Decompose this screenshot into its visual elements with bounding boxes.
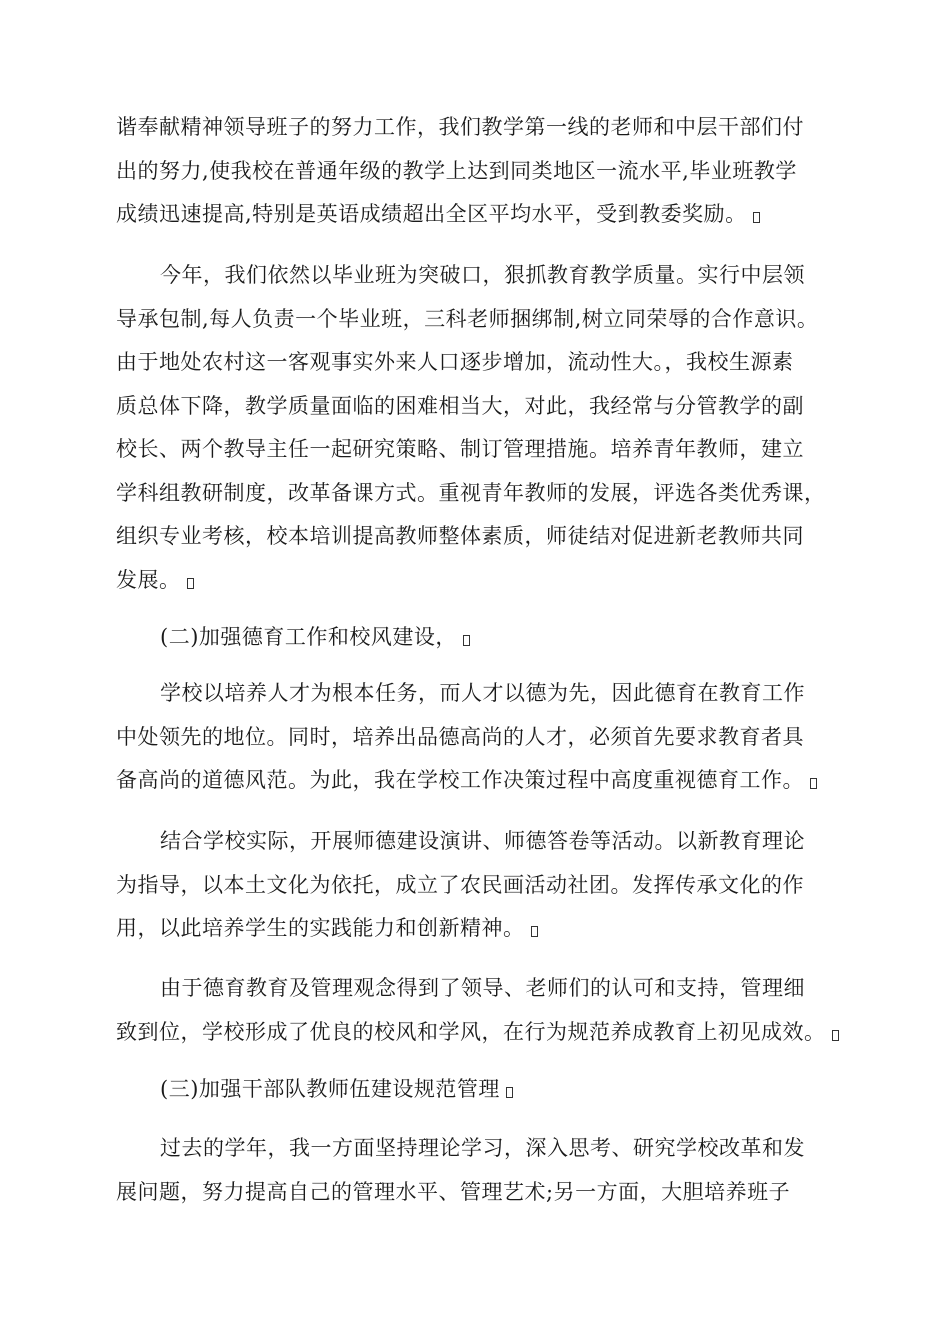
paragraph-1 xyxy=(116,106,834,237)
paragraph-mark-icon xyxy=(531,926,538,937)
paragraph-2 xyxy=(116,254,834,602)
paragraph-2-line-2: 导承包制,每人负责一个毕业班，三科老师捆绑制,树立同荣辱的合作意识。 xyxy=(116,306,819,331)
section-heading-2-text: (二)加强德育工作和校风建设， xyxy=(160,625,457,649)
paragraph-4-line-3 xyxy=(116,907,834,951)
paragraph-6-line-1: 过去的学年，我一方面坚持理论学习，深入思考、研究学校改革和发 xyxy=(160,1136,805,1160)
paragraph-3-line-3 xyxy=(116,759,834,803)
section-heading-2 xyxy=(160,616,470,660)
paragraph-6 xyxy=(116,1127,834,1214)
paragraph-5-line-2-text: 致到位，学校形成了优良的校风和学风，在行为规范养成教育上初见成效。 xyxy=(116,1019,826,1044)
paragraph-4-line-1: 结合学校实际，开展师德建设演讲、师德答卷等活动。以新教育理论 xyxy=(160,829,805,853)
paragraph-mark-icon xyxy=(506,1087,513,1098)
paragraph-2-line-1: 今年，我们依然以毕业班为突破口，狠抓教育教学质量。实行中层领 xyxy=(160,263,805,287)
paragraph-mark-icon xyxy=(810,778,817,789)
paragraph-3-line-2: 中处领先的地位。同时，培养出品德高尚的人才，必须首先要求教育者具 xyxy=(116,724,804,749)
paragraph-4-line-3-text: 用，以此培养学生的实践能力和创新精神。 xyxy=(116,916,525,940)
paragraph-2-line-3: 由于地处农村这一客观事实外来人口逐步增加，流动性大。，我校生源素 xyxy=(116,350,794,374)
paragraph-1-line-3-text: 成绩迅速提高,特别是英语成绩超出全区平均水平，受到教委奖励。 xyxy=(116,202,747,226)
paragraph-mark-icon xyxy=(187,578,194,589)
paragraph-4-line-2: 为指导，以本土文化为依托，成立了农民画活动社团。发挥传承文化的作 xyxy=(116,872,804,897)
paragraph-2-line-7: 组织专业考核，校本培训提高教师整体素质，师徒结对促进新老教师共同 xyxy=(116,524,804,548)
paragraph-3-line-3-text: 备高尚的道德风范。为此，我在学校工作决策过程中高度重视德育工作。 xyxy=(116,768,804,792)
paragraph-2-line-6: 学科组教研制度，改革备课方式。重视青年教师的发展，评选各类优秀课， xyxy=(116,480,826,505)
paragraph-2-line-8-text: 发展。 xyxy=(116,567,181,592)
paragraph-2-line-5: 校长、两个教导主任一起研究策略、制订管理措施。培养青年教师，建立 xyxy=(116,437,804,461)
paragraph-5-line-1: 由于德育教育及管理观念得到了领导、老师们的认可和支持，管理细 xyxy=(160,976,805,1000)
paragraph-5-line-2 xyxy=(116,1011,834,1055)
paragraph-mark-icon xyxy=(463,635,470,646)
paragraph-6-line-2: 展问题，努力提高自己的管理水平、管理艺术;另一方面，大胆培养班子 xyxy=(116,1179,791,1204)
paragraph-1-line-2: 出的努力,使我校在普通年级的教学上达到同类地区一流水平,毕业班教学 xyxy=(116,158,797,183)
paragraph-3-line-1: 学校以培养人才为根本任务，而人才以德为先，因此德育在教育工作 xyxy=(160,681,805,705)
paragraph-mark-icon xyxy=(753,212,760,223)
paragraph-2-line-4: 质总体下降，教学质量面临的困难相当大，对此，我经常与分管教学的副 xyxy=(116,393,804,418)
paragraph-4 xyxy=(116,820,834,951)
section-heading-3-text: (三)加强干部队教师伍建设规范管理 xyxy=(160,1077,500,1101)
paragraph-3 xyxy=(116,672,834,803)
paragraph-5 xyxy=(116,967,834,1054)
paragraph-1-line-1: 谐奉献精神领导班子的努力工作，我们教学第一线的老师和中层干部们付 xyxy=(116,115,804,139)
paragraph-1-line-3 xyxy=(116,193,834,237)
paragraph-mark-icon xyxy=(832,1030,839,1041)
paragraph-2-line-8 xyxy=(116,559,834,603)
section-heading-3 xyxy=(160,1068,513,1112)
